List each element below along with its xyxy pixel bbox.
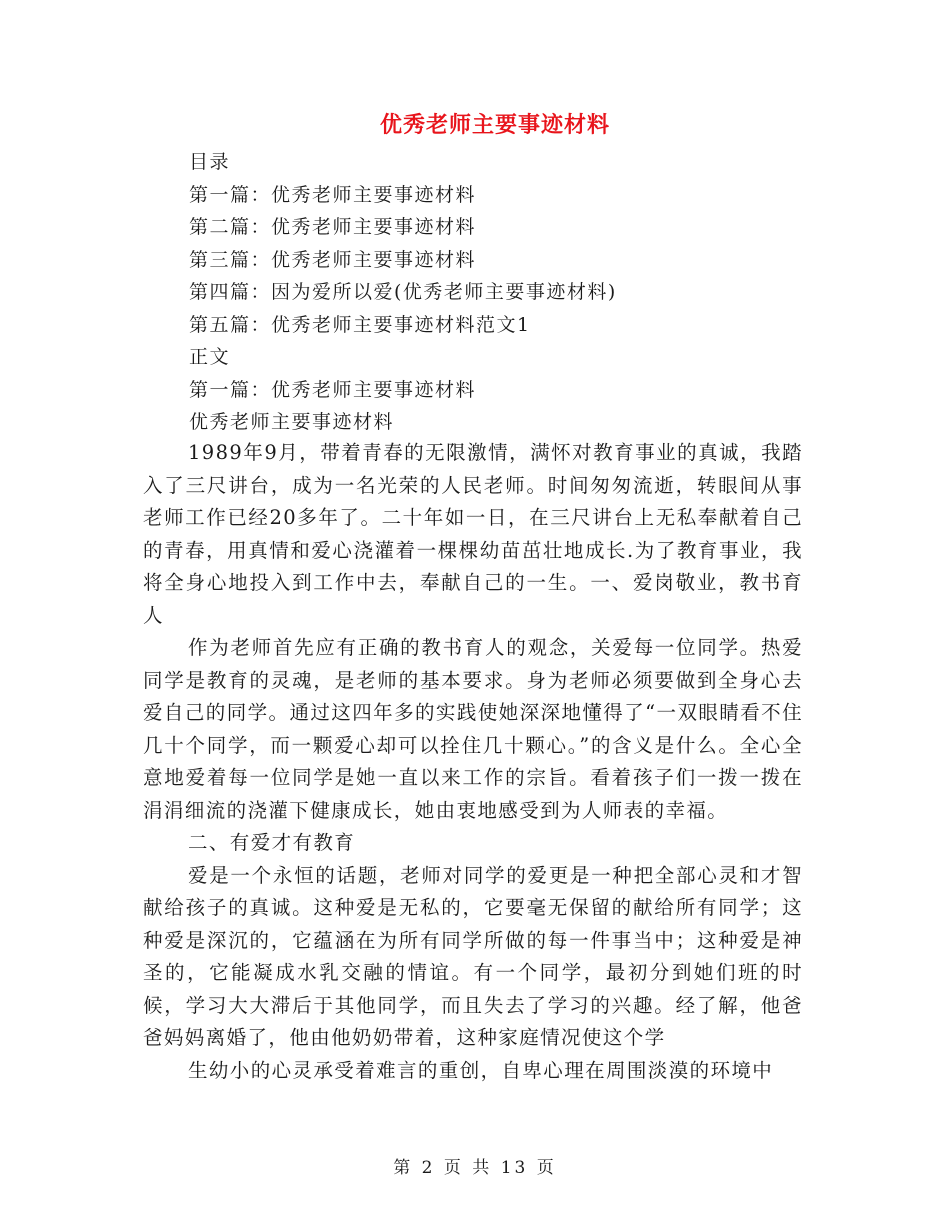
paragraph: 生幼小的心灵承受着难言的重创，自卑心理在周围淡漠的环境中 bbox=[188, 1058, 774, 1082]
toc-item: 第二篇：优秀老师主要事迹材料 bbox=[189, 216, 477, 238]
body-text bbox=[143, 437, 803, 1087]
toc-heading: 目录 bbox=[189, 151, 231, 173]
toc-item: 第三篇：优秀老师主要事迹材料 bbox=[189, 248, 477, 271]
paragraph: 1989年9月，带着青春的无限激情，满怀对教育事业的真诚，我踏入了三尺讲台，成为一名光荣的人民老师。时间匆匆流逝，转眼间从事老师工作已经20多年了。二十年如一日，在三尺讲台上无私奉献着自己的青春，用真情和爱心浇灌着一棵棵幼苗茁壮地成长.为了教育事业，我将全身心地投入到工作中去，奉献自己的一生。一、爱岗敬业，教书育人 bbox=[143, 441, 803, 627]
table-of-contents bbox=[189, 146, 829, 439]
toc-item: 第五篇：优秀老师主要事迹材料范文1 bbox=[189, 313, 531, 336]
section-subtitle: 优秀老师主要事迹材料 bbox=[189, 411, 395, 433]
page-footer: 第 2 页 共 13 页 bbox=[393, 1158, 557, 1178]
section-heading: 二、有爱才有教育 bbox=[188, 831, 356, 854]
paragraph: 爱是一个永恒的话题，老师对同学的爱更是一种把全部心灵和才智献给孩子的真诚。这种爱是无私的，它要毫无保留的献给所有同学；这种爱是深沉的，它蕴涵在为所有同学所做的每一件事当中；这种爱是神圣的，它能凝成水乳交融的情谊。有一个同学，最初分到她们班的时候，学习大大滞后于其他同学，而且失去了学习的兴趣。经了解，他爸爸妈妈离婚了，他由他奶奶带着，这种家庭情况使这个学 bbox=[143, 863, 803, 1049]
paragraph: 作为老师首先应有正确的教书育人的观念，关爱每一位同学。热爱同学是教育的灵魂，是老师的基本要求。身为老师必须要做到全身心去爱自己的同学。通过这四年多的实践使她深深地懂得了“一双眼睛看不住几十个同学，而一颗爱心却可以拴住几十颗心。”的含义是什么。全心全意地爱着每一位同学是她一直以来工作的宗旨。看着孩子们一拨一拨在涓涓细流的浇灌下健康成长，她由衷地感受到为人师表的幸福。 bbox=[143, 636, 803, 822]
section-title: 第一篇：优秀老师主要事迹材料 bbox=[189, 378, 477, 401]
toc-item: 第四篇：因为爱所以爱(优秀老师主要事迹材料) bbox=[189, 281, 617, 303]
document-title: 优秀老师主要事迹材料 bbox=[379, 112, 610, 138]
body-heading: 正文 bbox=[189, 346, 231, 368]
toc-item: 第一篇：优秀老师主要事迹材料 bbox=[189, 183, 477, 206]
